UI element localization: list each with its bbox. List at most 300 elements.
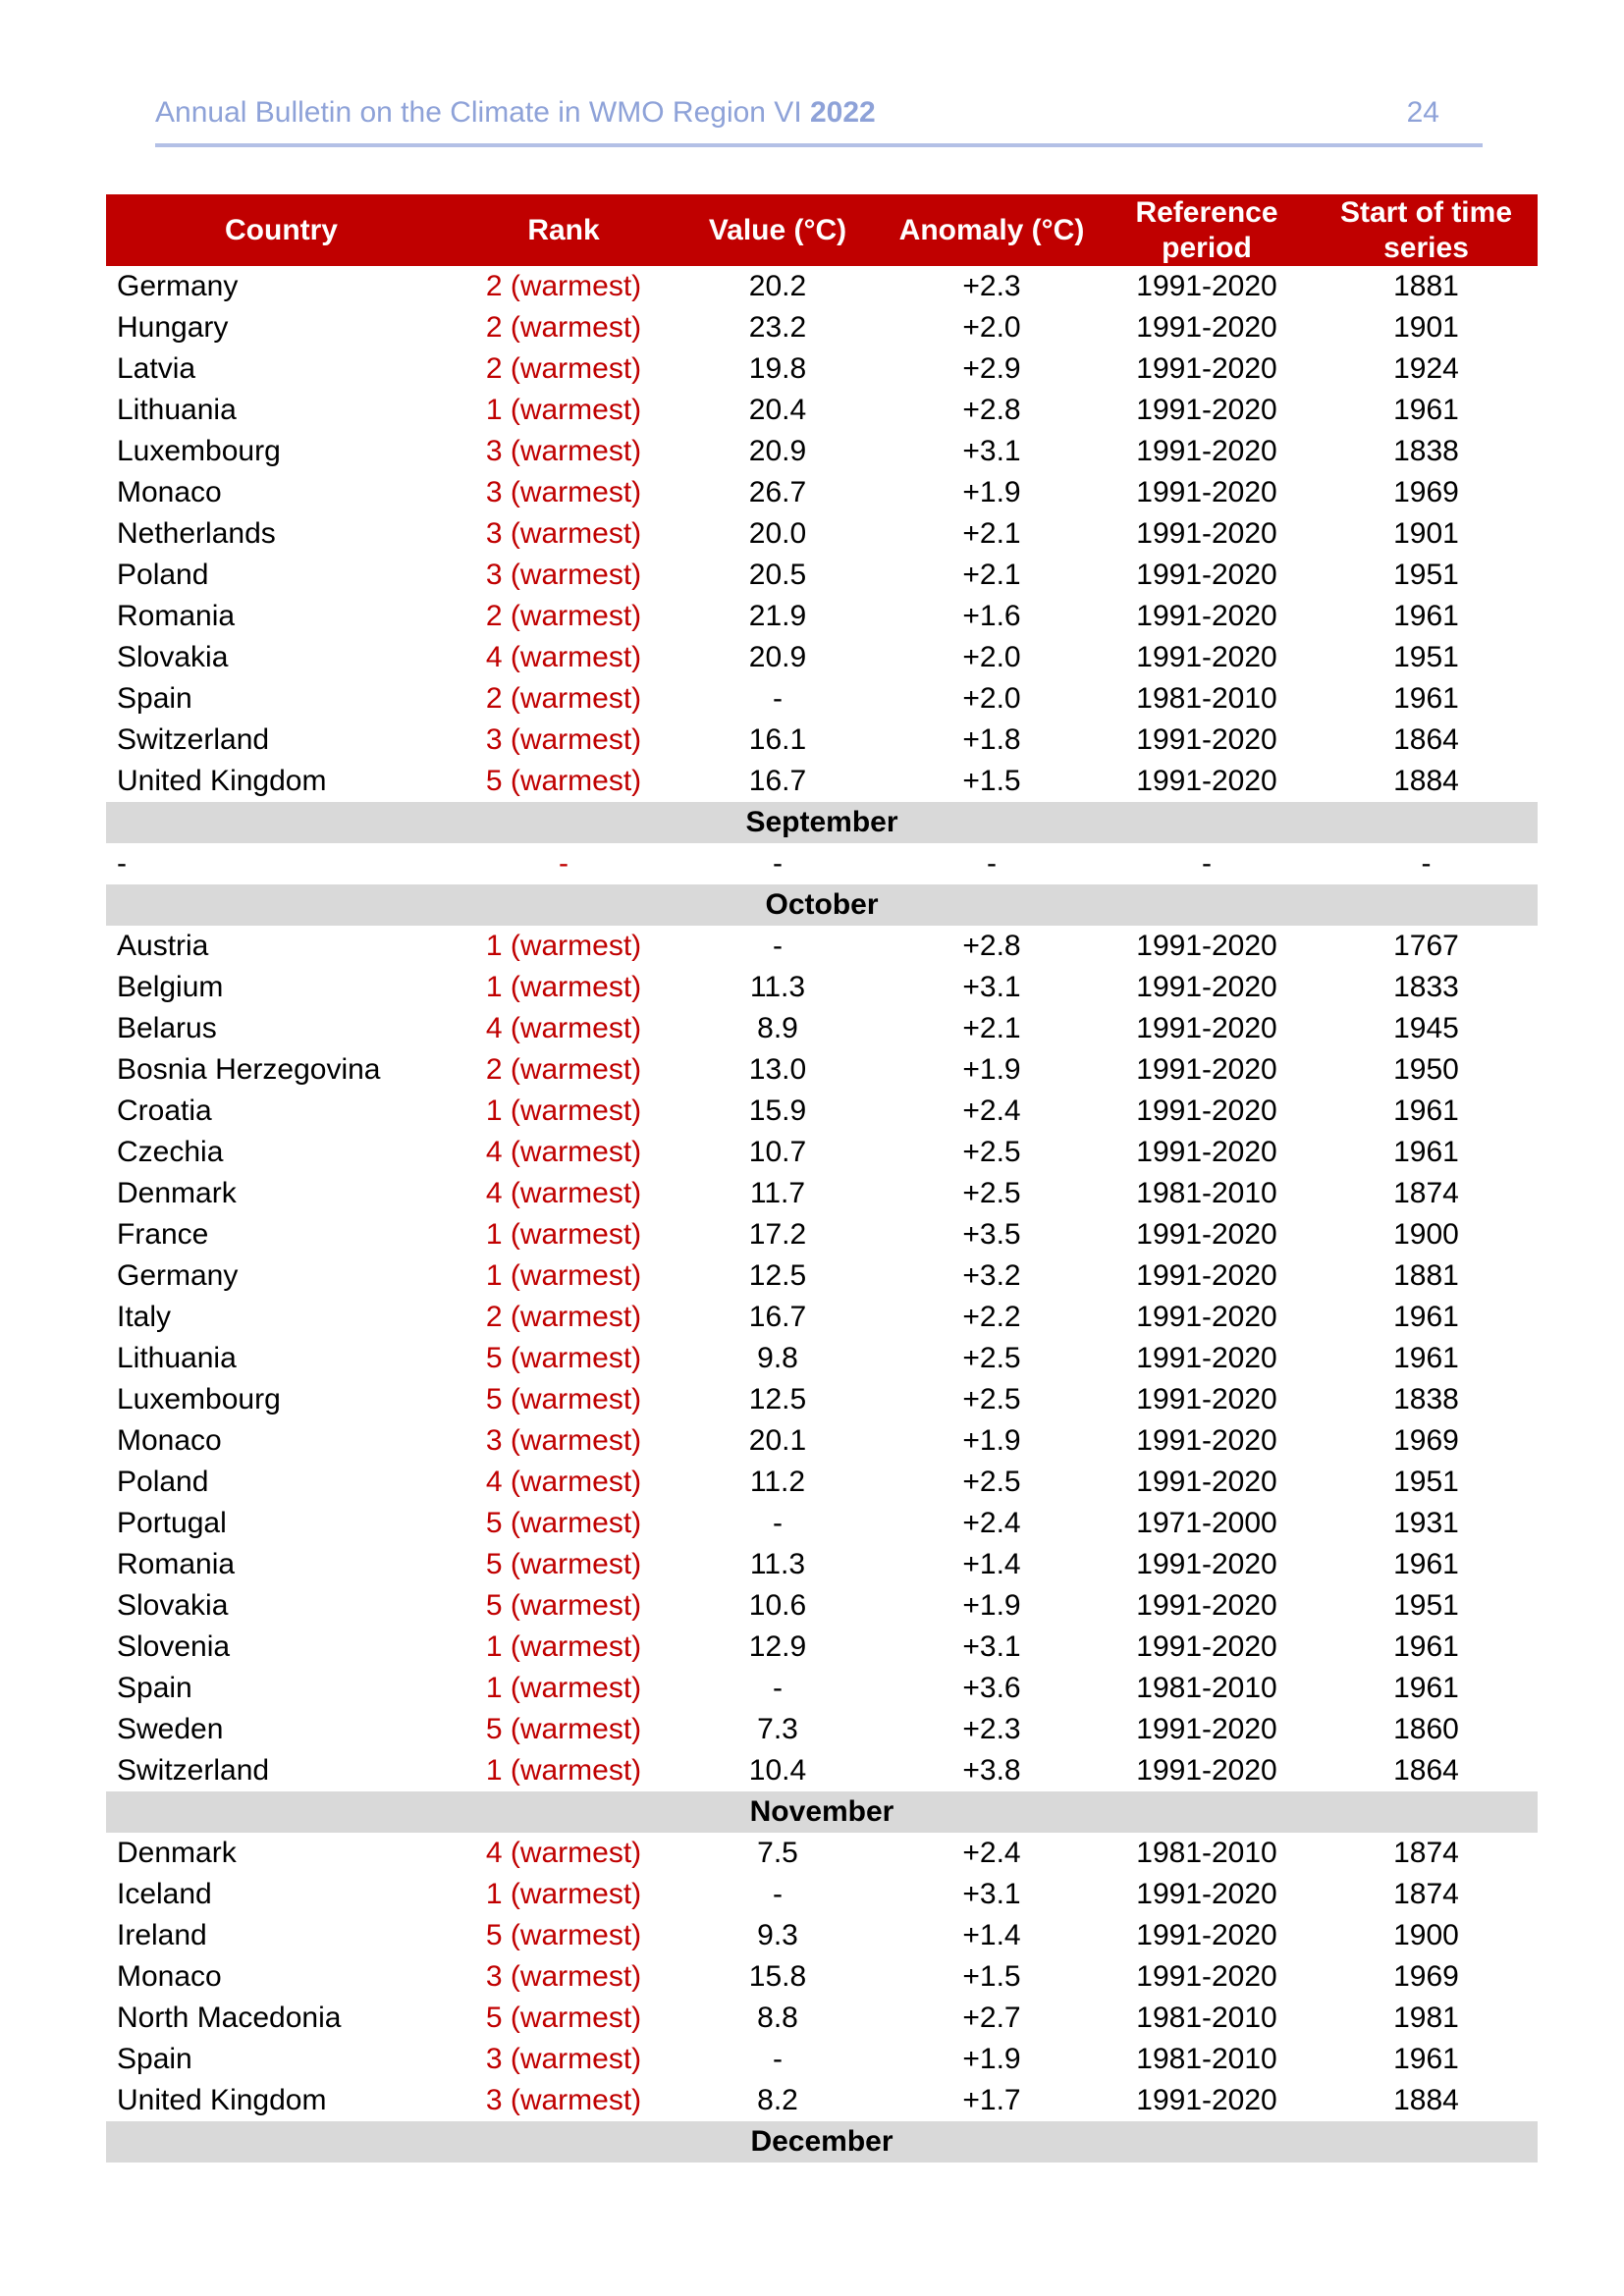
cell-start-year: 1961 [1393, 394, 1459, 426]
cell-country: Germany [117, 270, 239, 302]
cell-start-year: 1961 [1393, 1342, 1459, 1374]
table-row [106, 1750, 1538, 1791]
cell-anomaly: +2.4 [962, 1095, 1021, 1127]
cell-rank: 2 (warmest) [485, 352, 642, 385]
cell-start-year: 1961 [1393, 600, 1459, 632]
cell-start-year: 1900 [1393, 1919, 1459, 1951]
table-row [106, 1874, 1538, 1915]
cell-value: 9.8 [757, 1342, 798, 1374]
cell-value: 20.5 [748, 559, 807, 591]
cell-value: - [773, 682, 783, 715]
cell-value: 17.2 [748, 1218, 807, 1251]
cell-anomaly: +3.8 [962, 1754, 1021, 1787]
cell-value: 9.3 [757, 1919, 798, 1951]
cell-rank: 4 (warmest) [485, 1136, 642, 1168]
cell-value: - [773, 1507, 783, 1539]
table-row [106, 555, 1538, 596]
table-row [106, 1049, 1538, 1091]
table-row [106, 761, 1538, 802]
cell-anomaly: +1.9 [962, 476, 1021, 508]
cell-start-year: 1961 [1393, 1136, 1459, 1168]
cell-rank: 3 (warmest) [485, 476, 642, 508]
cell-country: Denmark [117, 1177, 237, 1209]
cell-country: Iceland [117, 1878, 212, 1910]
cell-country: Switzerland [117, 1754, 270, 1787]
table-row [106, 1297, 1538, 1338]
cell-value: - [773, 930, 783, 962]
cell-anomaly: +1.9 [962, 1589, 1021, 1622]
cell-country: Poland [117, 1466, 209, 1498]
table-row [106, 1462, 1538, 1503]
cell-reference-period: 1991-2020 [1136, 1342, 1277, 1374]
table-row [106, 1503, 1538, 1544]
table-row [106, 1668, 1538, 1709]
cell-start-year: 1951 [1393, 641, 1459, 673]
cell-value: 11.2 [749, 1466, 806, 1498]
cell-rank: 3 (warmest) [485, 559, 642, 591]
table-row [106, 2039, 1538, 2080]
cell-start-year: 1838 [1393, 435, 1459, 467]
cell-reference-period: 1991-2020 [1136, 1754, 1277, 1787]
table-row [106, 513, 1538, 555]
cell-rank: 4 (warmest) [485, 641, 642, 673]
cell-rank: 1 (warmest) [485, 1218, 642, 1251]
cell-reference-period: 1991-2020 [1136, 765, 1277, 797]
cell-rank: 5 (warmest) [485, 1548, 642, 1580]
cell-anomaly: +1.9 [962, 1424, 1021, 1457]
cell-reference-period: 1991-2020 [1136, 1960, 1277, 1993]
bulletin-title [155, 96, 876, 130]
table-row [106, 1956, 1538, 1998]
cell-value: 12.5 [748, 1383, 807, 1415]
cell-country: Luxembourg [117, 1383, 281, 1415]
cell-anomaly: +1.7 [962, 2084, 1021, 2116]
table-row [106, 637, 1538, 678]
cell-reference-period: 1971-2000 [1136, 1507, 1277, 1539]
cell-rank: 1 (warmest) [485, 1754, 642, 1787]
cell-country: Ireland [117, 1919, 207, 1951]
cell-reference-period: 1991-2020 [1136, 1218, 1277, 1251]
cell-start-year: 1874 [1393, 1177, 1459, 1209]
cell-anomaly: +2.4 [962, 1507, 1021, 1539]
cell-reference-period: 1991-2020 [1136, 723, 1277, 756]
cell-value: 23.2 [748, 311, 807, 344]
month-header-row [106, 884, 1538, 926]
cell-start-year: 1884 [1393, 765, 1459, 797]
table-row [106, 472, 1538, 513]
cell-country: Bosnia Herzegovina [117, 1053, 381, 1086]
cell-reference-period: 1991-2020 [1136, 435, 1277, 467]
cell-anomaly: +2.5 [962, 1466, 1021, 1498]
cell-country: United Kingdom [117, 2084, 327, 2116]
cell-start-year: 1881 [1393, 270, 1459, 302]
table-row [106, 348, 1538, 390]
cell-start-year: 1961 [1393, 1301, 1459, 1333]
cell-anomaly: +3.1 [962, 971, 1021, 1003]
cell-anomaly: +1.4 [962, 1548, 1021, 1580]
cell-reference-period: 1991-2020 [1136, 352, 1277, 385]
cell-start-year: 1981 [1393, 2002, 1459, 2034]
cell-value: 15.9 [748, 1095, 807, 1127]
cell-start-year: 1838 [1393, 1383, 1459, 1415]
cell-country: Romania [117, 600, 236, 632]
cell-start-year: 1900 [1393, 1218, 1459, 1251]
cell-country: Latvia [117, 352, 196, 385]
cell-start-year: 1969 [1393, 1424, 1459, 1457]
cell-country: Luxembourg [117, 435, 281, 467]
cell-rank: 2 (warmest) [485, 1053, 642, 1086]
cell-country: Slovakia [117, 641, 229, 673]
cell-value: 20.0 [748, 517, 807, 550]
cell-reference-period: 1991-2020 [1136, 1919, 1277, 1951]
cell-value: 11.3 [749, 971, 806, 1003]
cell-rank: 3 (warmest) [485, 1424, 642, 1457]
table-row [106, 1709, 1538, 1750]
cell-start-year: 1924 [1393, 352, 1459, 385]
cell-rank: 3 (warmest) [485, 435, 642, 467]
cell-rank: 1 (warmest) [485, 930, 642, 962]
cell-country: Monaco [117, 476, 222, 508]
cell-country: Denmark [117, 1837, 237, 1869]
table-row [106, 1627, 1538, 1668]
cell-start-year: 1901 [1393, 311, 1459, 344]
cell-start-year: 1961 [1393, 1548, 1459, 1580]
cell-country: Austria [117, 930, 209, 962]
cell-reference-period: 1991-2020 [1136, 641, 1277, 673]
cell-anomaly: +3.6 [962, 1672, 1021, 1704]
cell-value: 8.9 [757, 1012, 798, 1044]
cell-country: Lithuania [117, 1342, 237, 1374]
cell-value: - [773, 1878, 783, 1910]
cell-reference-period: 1991-2020 [1136, 1053, 1277, 1086]
cell-rank: 1 (warmest) [485, 971, 642, 1003]
cell-value: 21.9 [748, 600, 807, 632]
table-row [106, 1998, 1538, 2039]
cell-value: - [773, 2043, 783, 2075]
table-row [106, 1091, 1538, 1132]
cell-rank: 2 (warmest) [485, 600, 642, 632]
cell-anomaly: +2.5 [962, 1177, 1021, 1209]
cell-anomaly: +2.9 [962, 352, 1021, 385]
cell-start-year: 1961 [1393, 1095, 1459, 1127]
cell-start-year: 1874 [1393, 1837, 1459, 1869]
cell-reference-period: 1991-2020 [1136, 1095, 1277, 1127]
cell-value: 10.7 [748, 1136, 807, 1168]
climate-ranking-table [106, 194, 1538, 2163]
header-row [106, 194, 1538, 266]
cell-start-year: 1961 [1393, 1630, 1459, 1663]
cell-anomaly: +2.0 [962, 311, 1021, 344]
cell-rank: 4 (warmest) [485, 1837, 642, 1869]
cell-anomaly: +2.8 [962, 930, 1021, 962]
cell-start-year: 1969 [1393, 476, 1459, 508]
cell-anomaly: +2.5 [962, 1342, 1021, 1374]
col-value: Value (°C) [671, 194, 885, 266]
table-row [106, 1585, 1538, 1627]
cell-rank: 1 (warmest) [485, 394, 642, 426]
cell-anomaly: - [987, 847, 997, 880]
cell-reference-period: 1991-2020 [1136, 1424, 1277, 1457]
cell-rank: 4 (warmest) [485, 1177, 642, 1209]
cell-value: 16.1 [748, 723, 807, 756]
table-row [106, 307, 1538, 348]
cell-country: Poland [117, 559, 209, 591]
cell-start-year: 1884 [1393, 2084, 1459, 2116]
cell-anomaly: +1.9 [962, 2043, 1021, 2075]
month-label: September [106, 802, 1538, 843]
cell-start-year: 1951 [1393, 1466, 1459, 1498]
cell-rank: 2 (warmest) [485, 1301, 642, 1333]
month-label: October [106, 884, 1538, 926]
bulletin-title-text: Annual Bulletin on the Climate in WMO Region VI [155, 96, 802, 129]
cell-start-year: 1945 [1393, 1012, 1459, 1044]
cell-value: 8.2 [757, 2084, 798, 2116]
cell-reference-period: 1991-2020 [1136, 1589, 1277, 1622]
cell-reference-period: 1991-2020 [1136, 270, 1277, 302]
cell-country: Spain [117, 682, 192, 715]
cell-reference-period: 1991-2020 [1136, 1466, 1277, 1498]
cell-reference-period: 1981-2010 [1136, 1837, 1277, 1869]
table-row [106, 390, 1538, 431]
cell-reference-period: 1991-2020 [1136, 2084, 1277, 2116]
cell-anomaly: +3.5 [962, 1218, 1021, 1251]
cell-value: - [773, 1672, 783, 1704]
cell-value: 15.8 [748, 1960, 807, 1993]
cell-country: Romania [117, 1548, 236, 1580]
table-row [106, 1173, 1538, 1214]
cell-rank: 2 (warmest) [485, 682, 642, 715]
cell-start-year: 1931 [1393, 1507, 1459, 1539]
cell-country: United Kingdom [117, 765, 327, 797]
cell-value: 20.9 [748, 641, 807, 673]
cell-anomaly: +2.1 [962, 517, 1021, 550]
cell-value: 20.1 [748, 1424, 807, 1457]
cell-rank: 3 (warmest) [485, 723, 642, 756]
cell-country: Slovenia [117, 1630, 231, 1663]
cell-value: 8.8 [757, 2002, 798, 2034]
cell-reference-period: 1991-2020 [1136, 600, 1277, 632]
col-start-of-series: Start of time series [1315, 194, 1538, 266]
month-header-row [106, 1791, 1538, 1833]
cell-reference-period: 1991-2020 [1136, 1713, 1277, 1745]
cell-rank: 4 (warmest) [485, 1466, 642, 1498]
cell-value: 20.9 [748, 435, 807, 467]
table-header [106, 194, 1538, 266]
table-row [106, 1214, 1538, 1255]
cell-rank: 5 (warmest) [485, 765, 642, 797]
cell-country: Germany [117, 1259, 239, 1292]
cell-rank: 5 (warmest) [485, 1342, 642, 1374]
cell-reference-period: 1991-2020 [1136, 1630, 1277, 1663]
page-number: 24 [1406, 96, 1439, 129]
table-row [106, 2080, 1538, 2121]
cell-country: Switzerland [117, 723, 270, 756]
col-anomaly: Anomaly (°C) [885, 194, 1099, 266]
page-header [155, 94, 1483, 147]
table-row [106, 1544, 1538, 1585]
cell-reference-period: 1991-2020 [1136, 517, 1277, 550]
cell-rank: 1 (warmest) [485, 1259, 642, 1292]
table-row [106, 926, 1538, 967]
cell-anomaly: +3.1 [962, 1878, 1021, 1910]
cell-reference-period: 1991-2020 [1136, 1012, 1277, 1044]
cell-country: North Macedonia [117, 2002, 342, 2034]
table-row [106, 1338, 1538, 1379]
cell-country: Lithuania [117, 394, 237, 426]
cell-country: - [117, 847, 127, 880]
cell-anomaly: +2.3 [962, 1713, 1021, 1745]
cell-anomaly: +3.1 [962, 1630, 1021, 1663]
table-row [106, 1132, 1538, 1173]
cell-country: Monaco [117, 1424, 222, 1457]
cell-anomaly: +2.5 [962, 1136, 1021, 1168]
cell-reference-period: 1991-2020 [1136, 971, 1277, 1003]
table-row [106, 678, 1538, 720]
cell-value: 7.5 [757, 1837, 798, 1869]
cell-reference-period: 1981-2010 [1136, 1672, 1277, 1704]
cell-value: 11.7 [749, 1177, 806, 1209]
cell-rank: 5 (warmest) [485, 1589, 642, 1622]
table-row [106, 1255, 1538, 1297]
table-row [106, 967, 1538, 1008]
cell-start-year: 1833 [1393, 971, 1459, 1003]
cell-anomaly: +1.8 [962, 723, 1021, 756]
cell-value: 26.7 [748, 476, 807, 508]
month-header-row [106, 802, 1538, 843]
cell-country: Spain [117, 1672, 192, 1704]
cell-value: 10.6 [748, 1589, 807, 1622]
month-label: December [106, 2121, 1538, 2163]
cell-anomaly: +2.4 [962, 1837, 1021, 1869]
col-reference-period: Reference period [1099, 194, 1315, 266]
cell-value: 16.7 [748, 765, 807, 797]
cell-anomaly: +2.1 [962, 1012, 1021, 1044]
cell-anomaly: +2.1 [962, 559, 1021, 591]
table-row [106, 1379, 1538, 1420]
table-body [106, 266, 1538, 2163]
cell-start-year: 1951 [1393, 1589, 1459, 1622]
cell-country: Sweden [117, 1713, 224, 1745]
cell-start-year: 1951 [1393, 559, 1459, 591]
cell-start-year: 1874 [1393, 1878, 1459, 1910]
cell-reference-period: 1991-2020 [1136, 559, 1277, 591]
cell-rank: 5 (warmest) [485, 2002, 642, 2034]
cell-rank: 3 (warmest) [485, 517, 642, 550]
cell-anomaly: +1.5 [962, 1960, 1021, 1993]
cell-start-year: 1767 [1393, 930, 1459, 962]
cell-anomaly: +2.7 [962, 2002, 1021, 2034]
cell-reference-period: 1991-2020 [1136, 1548, 1277, 1580]
cell-anomaly: +1.4 [962, 1919, 1021, 1951]
cell-value: 20.4 [748, 394, 807, 426]
cell-reference-period: 1981-2010 [1136, 1177, 1277, 1209]
cell-reference-period: 1991-2020 [1136, 1259, 1277, 1292]
cell-rank: 3 (warmest) [485, 2043, 642, 2075]
cell-anomaly: +2.0 [962, 682, 1021, 715]
cell-start-year: 1950 [1393, 1053, 1459, 1086]
cell-start-year: 1961 [1393, 1672, 1459, 1704]
cell-anomaly: +3.2 [962, 1259, 1021, 1292]
cell-start-year: 1881 [1393, 1259, 1459, 1292]
cell-value: 20.2 [748, 270, 807, 302]
table-row [106, 1915, 1538, 1956]
cell-reference-period: 1991-2020 [1136, 1301, 1277, 1333]
cell-reference-period: 1991-2020 [1136, 1136, 1277, 1168]
table-row [106, 431, 1538, 472]
cell-reference-period: 1991-2020 [1136, 1383, 1277, 1415]
cell-reference-period: 1991-2020 [1136, 311, 1277, 344]
cell-start-year: 1864 [1393, 1754, 1459, 1787]
cell-country: Czechia [117, 1136, 224, 1168]
cell-anomaly: +3.1 [962, 435, 1021, 467]
cell-anomaly: +2.8 [962, 394, 1021, 426]
cell-reference-period: 1981-2010 [1136, 2002, 1277, 2034]
cell-reference-period: - [1202, 847, 1212, 880]
cell-start-year: 1901 [1393, 517, 1459, 550]
cell-value: 13.0 [748, 1053, 807, 1086]
cell-rank: 1 (warmest) [485, 1672, 642, 1704]
cell-reference-period: 1981-2010 [1136, 2043, 1277, 2075]
cell-rank: 5 (warmest) [485, 1713, 642, 1745]
cell-value: 7.3 [757, 1713, 798, 1745]
cell-country: Italy [117, 1301, 172, 1333]
cell-reference-period: 1991-2020 [1136, 1878, 1277, 1910]
cell-rank: 2 (warmest) [485, 270, 642, 302]
cell-rank: 2 (warmest) [485, 311, 642, 344]
cell-country: Portugal [117, 1507, 227, 1539]
cell-rank: 1 (warmest) [485, 1878, 642, 1910]
cell-rank: - [559, 847, 568, 880]
cell-value: 10.4 [748, 1754, 807, 1787]
cell-start-year: 1864 [1393, 723, 1459, 756]
cell-rank: 4 (warmest) [485, 1012, 642, 1044]
cell-start-year: 1961 [1393, 2043, 1459, 2075]
cell-value: 12.5 [748, 1259, 807, 1292]
cell-rank: 3 (warmest) [485, 2084, 642, 2116]
table-row [106, 596, 1538, 637]
table-row [106, 266, 1538, 307]
cell-reference-period: 1991-2020 [1136, 930, 1277, 962]
col-rank: Rank [457, 194, 671, 266]
cell-anomaly: +2.0 [962, 641, 1021, 673]
cell-rank: 5 (warmest) [485, 1919, 642, 1951]
month-label: November [106, 1791, 1538, 1833]
cell-country: Belgium [117, 971, 224, 1003]
cell-anomaly: +1.9 [962, 1053, 1021, 1086]
table-row [106, 1833, 1538, 1874]
bulletin-year: 2022 [810, 96, 876, 129]
table-row [106, 1420, 1538, 1462]
cell-rank: 1 (warmest) [485, 1630, 642, 1663]
cell-anomaly: +2.2 [962, 1301, 1021, 1333]
cell-anomaly: +2.3 [962, 270, 1021, 302]
cell-start-year: 1860 [1393, 1713, 1459, 1745]
table-row [106, 843, 1538, 884]
cell-start-year: 1969 [1393, 1960, 1459, 1993]
cell-rank: 5 (warmest) [485, 1507, 642, 1539]
cell-country: Spain [117, 2043, 192, 2075]
cell-anomaly: +1.6 [962, 600, 1021, 632]
cell-rank: 5 (warmest) [485, 1383, 642, 1415]
month-header-row [106, 2121, 1538, 2163]
cell-country: Slovakia [117, 1589, 229, 1622]
cell-anomaly: +2.5 [962, 1383, 1021, 1415]
cell-value: 11.3 [749, 1548, 806, 1580]
cell-value: 12.9 [748, 1630, 807, 1663]
table-row [106, 1008, 1538, 1049]
cell-country: France [117, 1218, 209, 1251]
cell-country: Hungary [117, 311, 229, 344]
